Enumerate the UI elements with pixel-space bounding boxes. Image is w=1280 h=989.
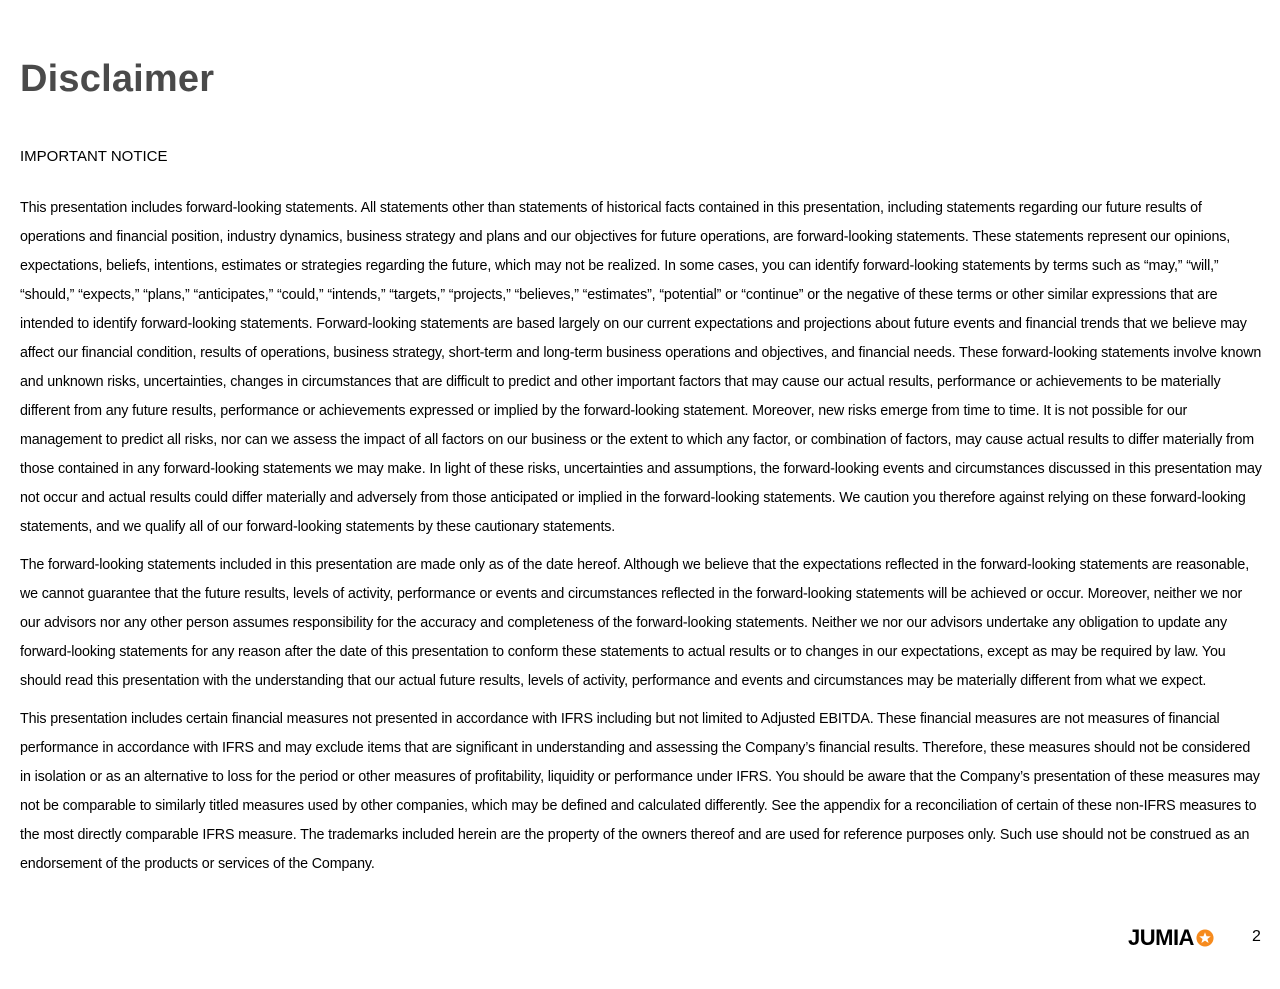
page-title: Disclaimer [20, 58, 215, 100]
notice-heading: IMPORTANT NOTICE [20, 148, 168, 165]
page-number: 2 [1252, 928, 1261, 945]
star-badge-icon [1196, 929, 1214, 947]
ifrs-measures-paragraph: This presentation includes certain financial measures not presented in accordance with IFRS including but not limited to Adjusted EBITDA. These financial measures are not measures of financial performance in accordance with IFRS and may exclude items that are significant in understanding and assessing the Company’s financial results. Therefore, these measures should not be considered in isolation or as an alternative to loss for the period or other measures of profitability, liquidity or performance under IFRS. You should be aware that the Company’s presentation of these measures may not be comparable to similarly titled measures used by other companies, which may be defined and calculated differently. See the appendix for a reconciliation of certain of these non-IFRS measures to the most directly comparable IFRS measure. The trademarks included herein are the property of the owners thereof and are used for reference purposes only. Such use should not be construed as an endorsement of the products or services of the Company. [20, 711, 1260, 872]
forward-looking-paragraph: This presentation includes forward-looking statements. All statements other than statements of historical facts contained in this presentation, including statements regarding our future results of operations and financial position, industry dynamics, business strategy and plans and our objectives for future operations, are forward-looking statements. These statements represent our opinions, expectations, beliefs, intentions, estimates or strategies regarding the future, which may not be realized. In some cases, you can identify forward-looking statements by terms such as “may,” “will,” “should,” “expects,” “plans,” “anticipates,” “could,” “intends,” “targets,” “projects,” “believes,” “estimates”, “potential” or “continue” or the negative of these terms or other similar expressions that are intended to identify forward-looking statements. Forward-looking statements are based largely on our current expectations and projections about future events and financial trends that we believe may affect our financial condition, results of operations, business strategy, short-term and long-term business operations and objectives, and financial needs. These forward-looking statements involve known and unknown risks, uncertainties, changes in circumstances that are difficult to predict and other important factors that may cause our actual results, performance or achievements to be materially different from any future results, performance or achievements expressed or implied by the forward-looking statement. Moreover, new risks emerge from time to time. It is not possible for our management to predict all risks, nor can we assess the impact of all factors on our business or the extent to which any factor, or combination of factors, may cause actual results to differ materially from those contained in any forward-looking statements we may make. In light of these risks, uncertainties and assumptions, the forward-looking events and circumstances discussed in this presentation may not occur and actual results could differ materially and adversely from those anticipated or implied in the forward-looking statements. We caution you therefore against relying on these forward-looking statements, and we qualify all of our forward-looking statements by these cautionary statements. [20, 200, 1262, 535]
logo-wordmark: JUMIA [1128, 925, 1194, 950]
expectations-paragraph: The forward-looking statements included in this presentation are made only as of the date hereof. Although we believe that the expectations reflected in the forward-looking statements are reasonable, we cannot guarantee that the future results, levels of activity, performance or events and circumstances reflected in the forward-looking statements will be achieved or occur. Moreover, neither we nor our advisors nor any other person assumes responsibility for the accuracy and completeness of the forward-looking statements. Neither we nor our advisors undertake any obligation to update any forward-looking statements for any reason after the date of this presentation to conform these statements to actual results or to changes in our expectations, except as may be required by law. You should read this presentation with the understanding that our actual future results, levels of activity, performance and events and circumstances may be materially different from what we expect. [20, 557, 1250, 689]
company-logo [1128, 926, 1214, 950]
disclaimer-body [20, 194, 1262, 879]
